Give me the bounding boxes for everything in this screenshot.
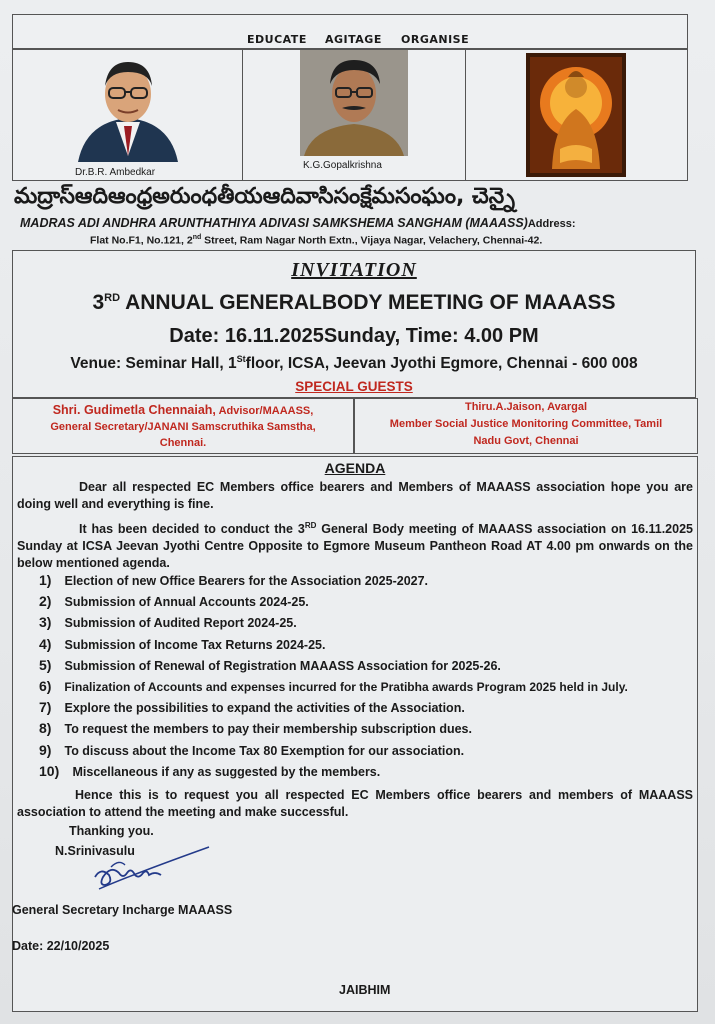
agenda-item-text: Submission of Income Tax Returns 2024-25. [64, 637, 326, 652]
agenda-item [39, 720, 628, 741]
org-address [90, 234, 542, 247]
agenda-item [39, 614, 628, 635]
motto-banner [12, 14, 688, 49]
signatory-name: N.Srinivasulu [55, 844, 135, 858]
ambedkar-portrait [68, 52, 188, 162]
portrait-cell-buddha [466, 50, 687, 180]
agenda-item-number: 9) [39, 741, 52, 758]
agenda-item-number: 3) [39, 614, 52, 631]
agenda-item-text: Submission of Renewal of Registration MAAASS Association for 2025-26. [64, 658, 501, 673]
gopalkrishna-caption: K.G.Gopalkrishna [303, 160, 382, 171]
meeting-date-time: Date: 16.11.2025Sunday, Time: 4.00 PM [169, 325, 539, 347]
portrait-cell-gopalkrishna [243, 50, 466, 180]
meeting-title-text: ANNUAL GENERALBODY MEETING OF MAAASS [120, 291, 616, 314]
agenda-item [39, 572, 628, 593]
agenda-item-number: 5) [39, 656, 52, 673]
portrait-cell-ambedkar [13, 50, 243, 180]
agenda-item-text: To discuss about the Income Tax 80 Exemption for our association. [64, 743, 465, 758]
agenda-item-text: Finalization of Accounts and expenses incurred for the Pratibha awards Program 2025 held in July. [64, 679, 628, 694]
guest-left-line1 [13, 403, 353, 417]
motto-organise: ORGANISE [401, 33, 470, 46]
gopalkrishna-portrait [300, 50, 408, 156]
agenda-item-text: Election of new Office Bearers for the Association 2025-2027. [64, 574, 429, 588]
footer-jaibhim: JAIBHIM [339, 983, 391, 997]
agenda-item-number: 4) [39, 635, 52, 652]
handwritten-signature [91, 845, 211, 905]
agenda-item-number: 6) [39, 677, 52, 694]
venue-post: floor, ICSA, Jeevan Jyothi Egmore, Chennai - 600 008 [245, 355, 638, 373]
agenda-item [39, 699, 628, 720]
special-guests-heading: SPECIAL GUESTS [295, 379, 413, 394]
agenda-item-text: Submission of Audited Report 2024-25. [64, 616, 297, 631]
agenda-item [39, 593, 628, 614]
agenda-item-text: Submission of Annual Accounts 2024-25. [64, 595, 309, 610]
signatory-designation: General Secretary Incharge MAAASS [12, 903, 233, 917]
motto-educate: EDUCATE [247, 33, 307, 46]
decided-post: General Body meeting of MAAASS association on 16.11.2025 Sunday at ICSA Jeevan Jyothi Centre Opposite to Egmore Museum Pantheon Road AT 4.00 pm onwards on the below mentioned agenda. [17, 522, 693, 571]
guest-card-right [354, 398, 698, 454]
agenda-item-number: 1) [39, 572, 52, 588]
agenda-item [39, 636, 628, 657]
agenda-item-number: 10) [39, 762, 60, 779]
address-post: Street, Ram Nagar North Extn., Vijaya Nagar, Velachery, Chennai-42. [201, 234, 543, 247]
agenda-item [39, 742, 628, 763]
agenda-item [39, 763, 628, 784]
motto-agitage: AGITAGE [325, 33, 382, 46]
agenda-item-text: Explore the possibilities to expand the activities of the Association. [64, 701, 465, 716]
agenda-intro: Dear all respected EC Members office bearers and Members of MAAASS association hope you are doing well and everything is fine. [17, 480, 693, 511]
agenda-decided [17, 517, 693, 572]
org-name-english-text: MADRAS ADI ANDHRA ARUNTHATHIYA ADIVASI SAMKSHEMA SANGHAM (MAAASS) [20, 216, 528, 230]
guest-card-left [12, 398, 354, 454]
guest-left-name: Shri. Gudimetla Chennaiah, [52, 403, 216, 417]
agenda-item-text: To request the members to pay their membership subscription dues. [64, 722, 472, 737]
guest-right-line2: Member Social Justice Monitoring Committee, Tamil [389, 418, 663, 430]
letter-date: Date: 22/10/2025 [12, 939, 110, 953]
agenda-item [39, 657, 628, 678]
agenda-item-number: 2) [39, 593, 52, 610]
thanking-text: Thanking you. [69, 824, 154, 838]
agenda-item-number: 8) [39, 720, 52, 737]
venue-sup: St [236, 354, 246, 364]
invitation-header-box [12, 250, 696, 398]
meeting-title [13, 291, 695, 315]
org-name-english [20, 216, 576, 230]
guest-left-line3: Chennai. [159, 437, 207, 449]
invitation-title: INVITATION [291, 259, 417, 281]
agenda-item-text: Miscellaneous if any as suggested by the members. [72, 764, 381, 779]
address-sup: nd [192, 234, 202, 241]
portrait-row [12, 49, 688, 181]
guest-left-role: Advisor/MAAASS, [215, 405, 314, 417]
guest-left-line2: General Secretary/JANANI Samscruthika Samstha, [50, 421, 316, 433]
agenda-title: AGENDA [324, 460, 386, 476]
meeting-ordinal: 3 [92, 291, 105, 314]
address-pre: Flat No.F1, No.121, 2 [90, 234, 193, 247]
agenda-item-number: 7) [39, 699, 52, 716]
agenda-item [39, 678, 628, 699]
address-label: Address: [527, 218, 576, 230]
org-name-telugu: మద్రాస్ఆదిఆంధ్రఅరుంధతీయఆదివాసిసంక్షేమసంఘం, చెన్నై [14, 184, 515, 209]
agenda-section [12, 456, 698, 1012]
decided-sup: RD [304, 521, 317, 530]
guest-right-line3: Nadu Govt, Chennai [473, 435, 579, 447]
decided-pre: It has been decided to conduct the 3 [79, 522, 305, 537]
buddha-image [526, 53, 626, 177]
guest-right-line1: Thiru.A.Jaison, Avargal [464, 401, 588, 413]
meeting-venue [13, 354, 695, 373]
agenda-closing: Hence this is to request you all respected EC Members office bearers and members of MAAASS association to attend the meeting and make successful. [17, 788, 693, 819]
ambedkar-caption: Dr.B.R. Ambedkar [75, 167, 156, 178]
meeting-ordinal-sup: RD [104, 292, 121, 304]
agenda-list [39, 572, 628, 784]
venue-pre: Venue: Seminar Hall, 1 [70, 355, 237, 373]
